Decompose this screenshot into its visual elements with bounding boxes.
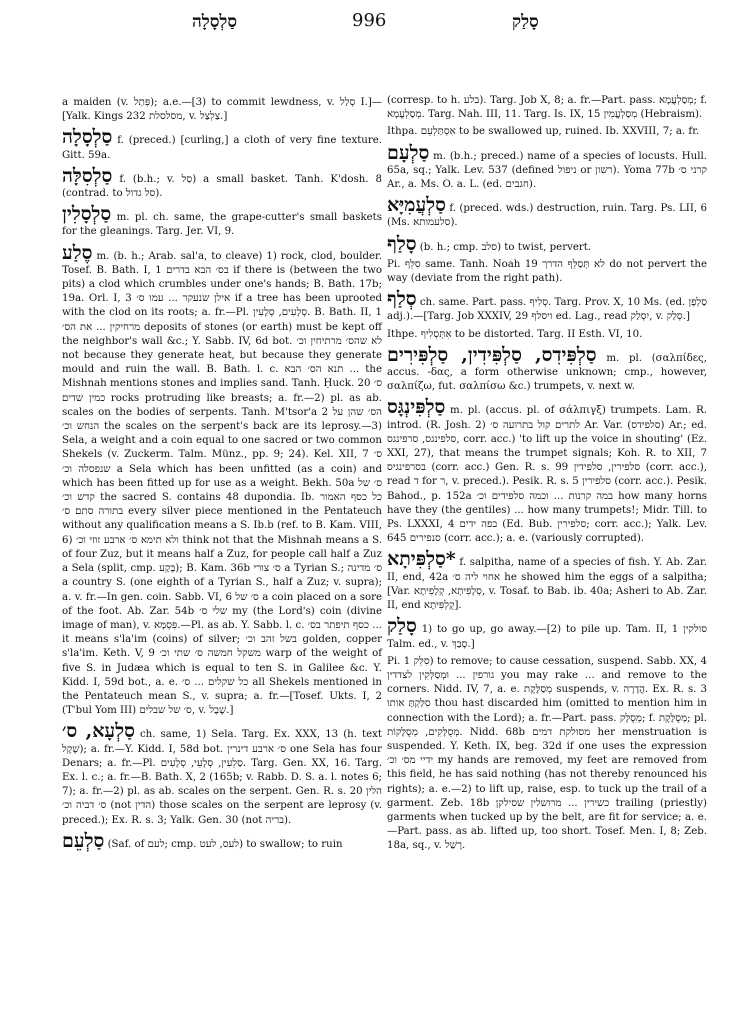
entry-lemma: סְלַף — [387, 288, 417, 311]
dictionary-entry — [387, 345, 707, 395]
dictionary-entry — [62, 127, 382, 162]
entry-text: m. (b.h.; preced.) name of a species of locusts. Hull. 65a, sq.; Yalk. Lev. 537 (defined ניפול or רשון). Yoma 77b קרני ס׳ Ar., a. Ms. O. a. L. (ed. חגבים). — [387, 150, 708, 191]
entry-text: Ithpa. אִסְתַּלְעֵם to be swallowed up, ruined. Ib. XXVIII, 7; a. fr. — [387, 126, 700, 138]
dictionary-entry — [62, 204, 382, 239]
entry-lemma: סֶלַע — [62, 241, 93, 264]
entry-text: f. (preced. wds.) destruction, ruin. Targ. Ps. LII, 6 (Ms. סלעמותא). — [387, 203, 707, 229]
entry-text: m. (b. h.; Arab. sal'a, to cleave) 1) rock, clod, boulder. Tosef. B. Bath. I, 1 בס׳ הבא בדרים if there is (between the two pits) a clod which crumbles under one's hands; B. Bath. 17b; 19a. Orl. I, 3 אילן שנעקר ... עמו ס׳ if a tree has been uprooted with the clod on its roots; a. fr.—Pl. סְלָעִים, סְלָעִין. B. Bath. II, 1 מרחיקין ... את הס׳ deposits of stones (or earth) must be kept off the neighbor's wall &c.; Y. Sabb. IV, 6d bot. לא שהס׳ מרתיחין וכ׳ not because they generate heat, but because they generate mould and ruin the wall. B. Bath. l. c. תנא הס׳ הבא ... the Mishnah mentions stones and implies sand. Tanh. Ḥuck. 20 ס׳ כמין שדים rocks protruding like breasts; a. fr.—2) pl. as ab. scales on the bodies of serpents. Tanh. M'tsor'a 2 הס׳ שהן על הנחש וכ׳ the scales on the serpent's back are its leprosy.—3) Sela, a weight and a coin equal to one sacred or two common Shekels (v. Zuckerm. Talm. Münz., pp. 9; 24). Kel. XII, 7 ס׳ שנפסלה וכ׳ a Sela which has been unfitted (as a coin) and which has been fitted up for use as a weight. Bekh. 50a ס׳ של קדש וכ׳ the sacred S. contains 48 dupondia. Ib. כל כסף האמור בתורה סתם ס׳ every silver piece mentioned in the Pentateuch without any qualification means a S. Ib.b (ref. to B. Kam. VIII, 6) ולא תימא ס׳ ארבע זוזי וכ׳ think not that the Mishnah means a S. of four Zuz, but it means half a Zuz, for people call half a Zuz a Sela (split, cmp. בֶּקַע); B. Kam. 36b ס׳ צורי a Tyrian S.; ס׳ מדינה a country S. (one eighth of a Tyrian S., half a Zuz; v. supra); a. v. fr.—In gen. coin. Sabb. VI, 6 ס׳ של a coin placed on a sore of the foot. Ab. Zar. 54b שלי ס׳ my (the Lord's) coin (divine image of man), v. פִּסְמָּא.—Pl. as ab. Y. Sabb. l. c. כסף תיפתר בס׳ ... it means s'la'im (coins) of silver; בשל זהב וכ׳ golden, copper s'la'im. Keth. V, 9 משקל חמשה ס׳ שתי וכ׳ warp of the weight of five S. in Judæa which is equal to ten S. in Galilee &c. Y. Kidd. I, 59d bot., a. e. כל שקלים ... ס׳ all Shekels mentioned in the Pentateuch mean S., v. supra; a. fr.—[Tosef. Ukts. I, 2 (T'bul Yom III) ס׳ של שבלים, v. שֶׁבֶל.] — [62, 250, 383, 717]
entry-lemma: סַלְפִּינְגָּס — [387, 396, 446, 419]
dictionary-entry — [387, 655, 707, 854]
dictionary-entry — [387, 289, 707, 324]
entry-text: m. pl. ch. same, the grape-cutter's small baskets for the gleanings. Targ. Jer. VI, 9. — [62, 212, 382, 238]
entry-text: a maiden (v. פְּתַל); a.e.—[3) to commit lewdness, v. סְלַל I.]—[Yalk. Kings 232 מסלסלת, v. צַלְצַל.] — [62, 97, 382, 123]
entry-text: (Saf. of לעם; cmp. לעס, לעט) to swallow; to ruin — [107, 838, 343, 850]
dictionary-entry — [387, 258, 707, 286]
entry-lemma: *סַלְפִּיתָא — [387, 548, 456, 571]
entry-text: ch. same, 1) Sela. Targ. Ex. XXX, 13 (h. text שֶׁקֶל); a. fr.—Y. Kidd. I, 58d bot. ס׳ ארבע דינרין one Sela has four Denars; a. fr.—Pl. סַלְעִין, סְלָעֵי, סְלָעִים. Targ. Gen. XX, 16. Targ. Ex. l. c.; a. fr.—B. Bath. X, 2 (165b; v. Rabb. D. S. a. l. notes 6; 7); a. fr.—2) pl. as ab. scales on the serpent. Gen. R. s. 20 הלין ס׳ דביה וכ׳ (not הדין) those scales on the serpent are leprosy (v. preced.); Ex. R. s. 3; Yalk. Gen. 30 (not בריה). — [62, 729, 383, 826]
dictionary-entry — [387, 234, 707, 255]
dictionary-entry — [387, 195, 707, 230]
entry-text: (corresp. to h. בלע). Targ. Job X, 8; a. fr.—Part. pass. מְסַלְעֲמָא; f. מְסַלְעֲמָא. Targ. Nah. III, 11. Targ. Is. IX, 15 מְסַלְעֲמִין (Hebraism). — [387, 95, 707, 121]
page-header — [0, 0, 750, 40]
entry-lemma: סַלְפִּידִס, סַלְפִּידִין, סַלְפִּירִים — [387, 343, 597, 366]
entry-lemma: סַלְעֵם — [62, 829, 105, 852]
entry-lemma: סַלְסָלִין — [62, 203, 112, 226]
entry-text: m. pl. (σαλπίδες, accus. -δας, a form otherwise unknown; cmp., however, σαλπίζω, fut. σαλπίσω &c.) trumpets, v. next w. — [387, 352, 708, 393]
entry-lemma: סָלַף — [387, 232, 417, 255]
entry-text: ch. same. Part. pass. סְלִיף. Targ. Prov. X, 10 Ms. (ed. סַלְפָן adj.).—[Targ. Job XXXIV, 29 ויסלף ed. Lag., read יִסְלַק, v. סְלַק.] — [387, 297, 707, 323]
entry-text: 1) to go up, go away.—[2) to pile up. Tam. II, 1 סולקין Talm. ed., v. סָבַךְ.] — [387, 624, 707, 650]
right-running-headword: סָלַק — [512, 12, 539, 32]
right-column — [387, 94, 707, 857]
dictionary-entry — [62, 721, 382, 827]
dictionary-entry — [387, 616, 707, 651]
page-number: 996 — [352, 10, 387, 31]
entry-lemma: סָלַק — [387, 615, 417, 638]
dictionary-entry — [62, 96, 382, 124]
entry-lemma: סַלְסִלָּה — [62, 164, 113, 187]
entry-text: f. (preced.) [curling,] a cloth of very fine texture. Gitt. 59a. — [62, 135, 382, 161]
dictionary-entry — [387, 397, 707, 546]
entry-text: Ithpe. אִתְּסְלִיף to be distorted. Targ. II Esth. VI, 10. — [387, 328, 643, 340]
entry-text: Pi. סִלֵּף same. Tanh. Noah 19 לא תְּסַלֵּף הדרך do not pervert the way (deviate from the right path). — [387, 258, 707, 285]
dictionary-entry — [62, 831, 382, 852]
entry-lemma: סַלְעֲמִיָּא — [387, 194, 446, 217]
entry-lemma: סַלְעָם — [387, 141, 430, 164]
entry-lemma: סַלְסָלָה — [62, 126, 113, 149]
entry-text: Pi. סִלֵּק 1) to remove; to cause cessation, suspend. Sabb. XX, 4 גורפין ... וּמְסַלְּקִין לצדדין you may rake ... and remove to the corners. Nidd. IV, 7, a. e. מְסַלֶּקֶת suspends, v. הֲדָרָה. Ex. R. s. 3 סִלַּקְתָּ אותו thou hast discarded him (omitted to mention him in connection with the Lord); a. fr.—Part. pass. מְסֻלָּק; f. מְסֻלֶּקֶת; pl. מְסֻלָּקִים, מְסֻלָּקוֹת. Nidd. 68b מסולקת דמים her menstruation is suspended. Y. Keth. IX, beg. 32d if one uses the expression ידיי מס׳ וכ׳ my hands are removed, my feet are removed from this field, he has said nothing (has not thereby renounced his rights); a. e.—2) to lift up, raise, esp. to tuck up the trail of a garment. Zeb. 18b כשירין ... מרושלין שסילקן trailing (priestly) garments when tucked up by the belt, are fit for service; a. e.—Part. pass. as ab. lifted up, too short. Tosef. Men. I, 8; Zeb. 18a, sq., v. רָשַׁל. — [387, 655, 708, 852]
entry-lemma: סַלְעָא, ס׳ — [62, 720, 135, 743]
dictionary-entry — [387, 549, 707, 613]
dictionary-entry — [387, 94, 707, 122]
dictionary-entry — [62, 243, 382, 719]
entry-text: (b. h.; cmp. סלב) to twist, pervert. — [419, 241, 592, 253]
entry-text: f. (b.h.; v. סַל) a small basket. Tanh. K'dosh. 8 (contrad. to סל גדול). — [62, 173, 382, 200]
left-running-headword: סַלְסָלָה — [192, 12, 238, 32]
dictionary-entry — [387, 143, 707, 193]
dictionary-entry — [387, 125, 707, 139]
entry-text: f. salpitha, name of a species of fish. Y. Ab. Zar. II, end, 42a אחוי ליה ס׳ he showed him the eggs of a salpitha; [Var. סְלָפִיתָא, קְלָפִיתָא, v. Tosaf. to Bab. ib. 40a; Asheri to Ab. Zar. II, end קֻלְפִּיתָא]. — [387, 557, 708, 612]
left-column — [62, 96, 382, 855]
dictionary-entry — [62, 166, 382, 201]
entry-text: m. pl. (accus. pl. of σάλπιγξ) trumpets. Lam. R. introd. (R. Josh. 2) לתרים קול בתרועה ס׳ Ar. Var. (סלפידס) Ar.; ed. סלפינגס, סרפינגס, corr. acc.) 'to lift up the voice in shouting' (Ez. XXI, 27), that means the trumpet signals; Koh. R. to XII, 7 בסרפינגיס (corr. acc.) Gen. R. s. 99 סלפירין, סלפידין (corr. acc.), read ד for ר, v. preced.). Pesik. R. s. 5 סלפירין (corr. acc.). Pesik. Bahod., p. 152a במה קרנות ... וכמה סלפידים וכ׳ how many horns have they (the gentiles) ... how many trumpets!; Midr. Till. to Ps. LXXXI, 4 בפה ידים (Ed. Bub. סלפירין; corr. acc.); Yalk. Lev. 645 סנפירים (corr. acc.); a. e. (variously corrupted). — [387, 405, 707, 545]
dictionary-entry — [387, 328, 707, 342]
